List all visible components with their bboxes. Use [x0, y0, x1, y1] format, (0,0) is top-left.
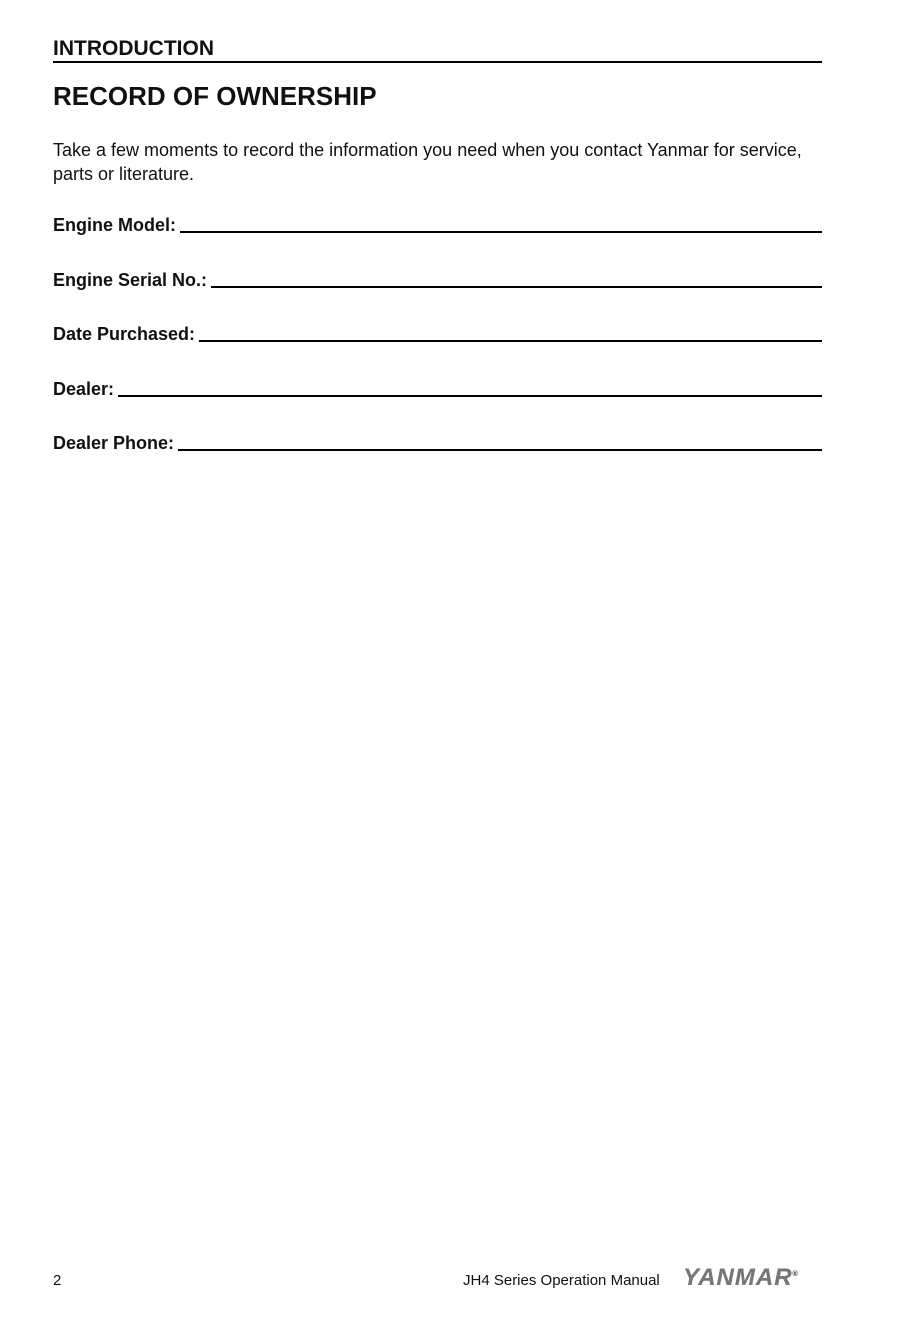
field-label: Date Purchased:	[53, 324, 196, 344]
field-dealer-phone[interactable]	[53, 428, 822, 454]
page-number: 2	[53, 1272, 62, 1289]
section-header-label: INTRODUCTION	[53, 37, 214, 60]
registered-mark-icon: ®	[792, 1271, 799, 1278]
brand-text: YANMAR	[683, 1264, 793, 1291]
fill-in-line[interactable]	[178, 431, 822, 451]
fill-in-line[interactable]	[211, 268, 822, 288]
field-label: Engine Model:	[53, 215, 176, 235]
manual-title: JH4 Series Operation Manual	[463, 1272, 660, 1289]
field-date-purchased[interactable]	[53, 319, 822, 345]
page-title: RECORD OF OWNERSHIP	[53, 81, 377, 111]
field-label: Engine Serial No.:	[53, 270, 208, 290]
fill-in-line[interactable]	[118, 377, 822, 397]
field-label: Dealer Phone:	[53, 433, 175, 453]
yanmar-logo	[683, 1264, 799, 1292]
intro-paragraph: Take a few moments to record the information you need when you contact Yanmar for service, parts or literature.	[53, 140, 802, 184]
field-dealer[interactable]	[53, 374, 822, 400]
fill-in-line[interactable]	[180, 213, 822, 233]
field-engine-model[interactable]	[53, 210, 822, 236]
section-header	[53, 37, 822, 63]
field-engine-serial[interactable]	[53, 265, 822, 291]
field-label: Dealer:	[53, 379, 115, 399]
fill-in-line[interactable]	[199, 322, 822, 342]
